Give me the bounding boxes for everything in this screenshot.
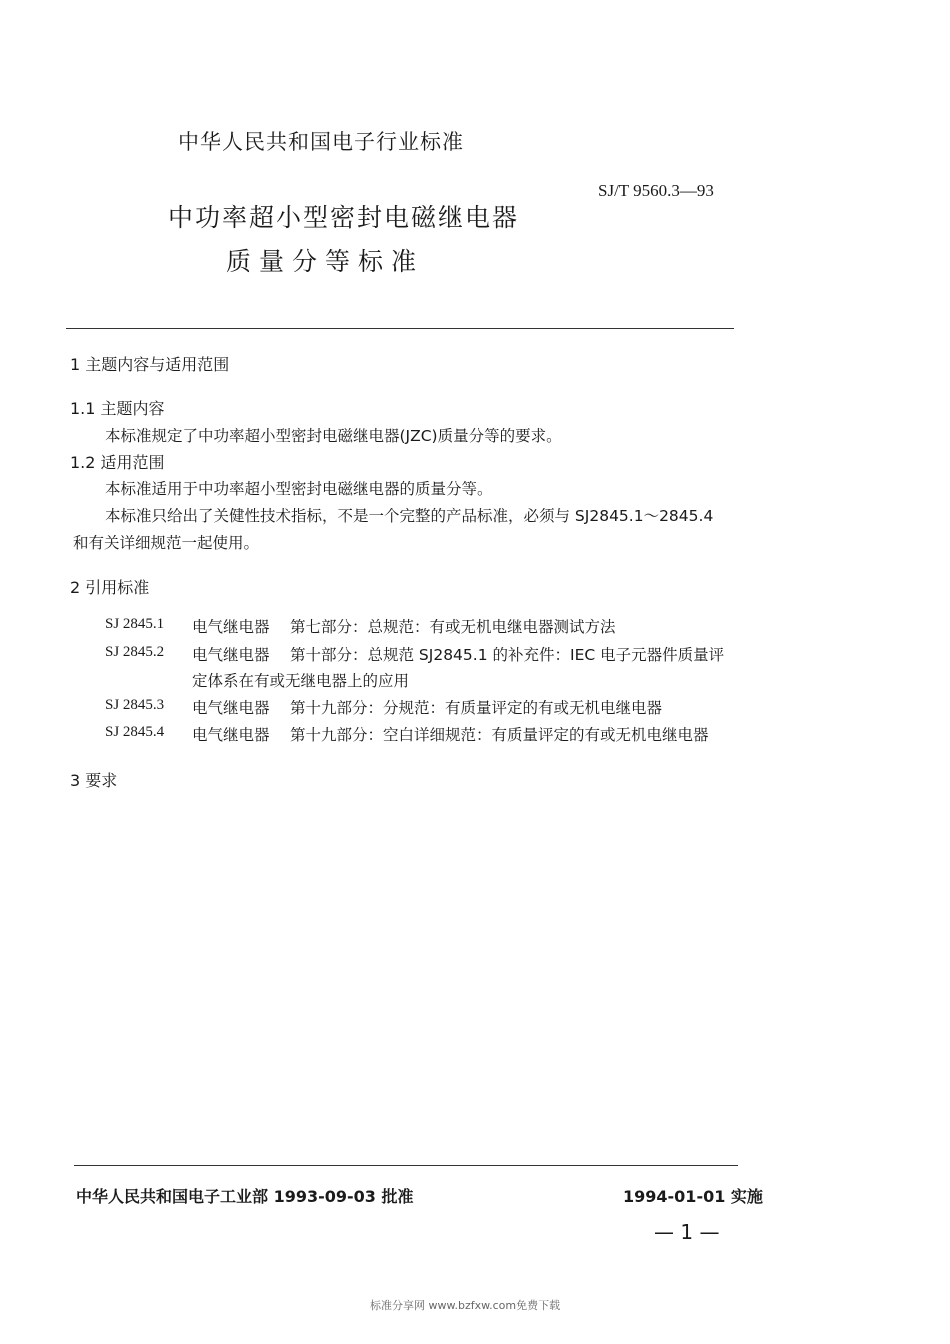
reference-code: SJ 2845.1 bbox=[105, 616, 165, 632]
reference-code: SJ 2845.2 bbox=[105, 644, 165, 660]
page-number: — 1 — bbox=[654, 1220, 720, 1244]
implementation-date: 1994-01-01 实施 bbox=[623, 1187, 763, 1206]
document-title-line2: 质量分等标准 bbox=[226, 247, 425, 276]
reference-description: 第十部分：总规范 SJ2845.1 的补充件：IEC 电子元器件质量评 bbox=[290, 646, 725, 664]
document-title-line1: 中功率超小型密封电磁继电器 bbox=[168, 203, 520, 232]
section-1-2-paragraph-2-line1: 本标准只给出了关健性技术指标，不是一个完整的产品标准，必须与 SJ2845.1～2845.4 bbox=[105, 507, 714, 525]
reference-description: 第十九部分：空白详细规范：有质量评定的有或无机电继电器 bbox=[290, 726, 709, 744]
reference-description: 第七部分：总规范：有或无机电继电器测试方法 bbox=[290, 618, 616, 636]
section-1-2-heading: 1.2 适用范围 bbox=[70, 453, 165, 472]
reference-description-continued: 定体系在有或无继电器上的应用 bbox=[192, 672, 410, 690]
reference-category: 电气继电器 bbox=[192, 699, 270, 717]
reference-category: 电气继电器 bbox=[192, 646, 270, 664]
reference-code: SJ 2845.3 bbox=[105, 697, 165, 713]
section-1-1-paragraph: 本标准规定了中功率超小型密封电磁继电器(JZC)质量分等的要求。 bbox=[105, 427, 562, 445]
reference-category: 电气继电器 bbox=[192, 726, 270, 744]
section-3-heading: 3 要求 bbox=[70, 771, 118, 790]
section-1-1-heading: 1.1 主题内容 bbox=[70, 399, 165, 418]
standard-organization: 中华人民共和国电子行业标准 bbox=[178, 130, 464, 154]
section-1-2-paragraph-2-line2: 和有关详细规范一起使用。 bbox=[73, 534, 260, 552]
reference-category: 电气继电器 bbox=[192, 618, 270, 636]
bottom-divider bbox=[74, 1165, 738, 1166]
standard-code: SJ/T 9560.3—93 bbox=[598, 181, 714, 200]
reference-description: 第十九部分：分规范：有质量评定的有或无机电继电器 bbox=[290, 699, 663, 717]
section-2-heading: 2 引用标准 bbox=[70, 578, 150, 597]
watermark-text: 标准分享网 www.bzfxw.com免费下载 bbox=[370, 1299, 561, 1312]
section-1-2-paragraph-1: 本标准适用于中功率超小型密封电磁继电器的质量分等。 bbox=[105, 480, 493, 498]
section-1-heading: 1 主题内容与适用范围 bbox=[70, 355, 230, 374]
top-divider bbox=[66, 328, 734, 329]
reference-code: SJ 2845.4 bbox=[105, 724, 165, 740]
approval-line: 中华人民共和国电子工业部 1993-09-03 批准 bbox=[76, 1187, 414, 1206]
